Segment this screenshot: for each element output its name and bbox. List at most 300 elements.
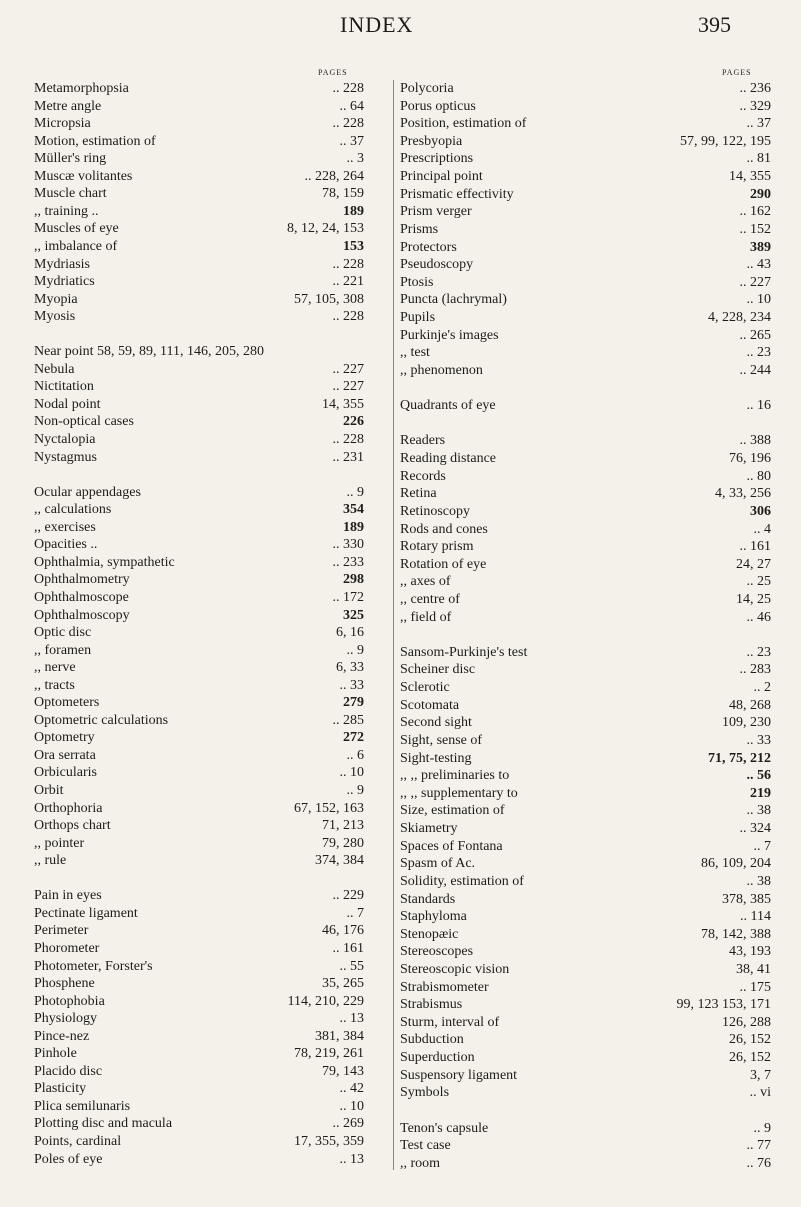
entry-pages: .. 38	[746, 873, 771, 889]
index-entry	[34, 993, 364, 1011]
index-entry	[34, 396, 364, 414]
index-entry	[400, 1120, 771, 1138]
entry-pages: 306	[750, 503, 771, 519]
entry-pages: 78, 219, 261	[294, 1046, 364, 1062]
entry-pages: 17, 355, 359	[294, 1134, 364, 1149]
entry-pages: .. 6	[346, 747, 364, 763]
page-number: 395	[698, 12, 731, 37]
entry-pages: .. 9	[346, 484, 364, 500]
index-entry	[400, 679, 771, 697]
index-entry	[34, 729, 364, 747]
pages-column-label: PAGES	[318, 68, 348, 77]
entry-label: Phorometer	[34, 940, 100, 956]
entry-pages: 374, 384	[315, 853, 364, 869]
entry-label: Symbols	[400, 1085, 450, 1101]
index-entry	[34, 642, 364, 660]
index-entry	[34, 238, 364, 256]
entry-label: Nodal point	[34, 396, 101, 412]
entry-label: Ophthalmoscopy	[34, 607, 130, 623]
entry-pages: 67, 152, 163	[294, 800, 364, 816]
entry-pages: .. 9	[346, 642, 364, 658]
index-entry	[400, 591, 771, 609]
entry-pages: 57, 99, 122, 195	[680, 133, 771, 149]
entry-pages: 14, 355	[322, 396, 364, 412]
index-entry	[400, 556, 771, 574]
entry-label: Pince-nez	[34, 1028, 90, 1044]
entry-label: Tenon's capsule	[400, 1120, 489, 1136]
entry-label: Quadrants of eye	[400, 398, 496, 414]
entry-label: Spasm of Ac.	[400, 856, 476, 872]
entry-pages: 219	[750, 785, 771, 801]
entry-label: Presbyopia	[400, 133, 463, 149]
entry-label: Optometric calculations	[34, 712, 169, 728]
entry-label: Metre angle	[34, 98, 102, 114]
entry-label: Stereoscopic vision	[400, 962, 510, 977]
entry-label: Physiology	[34, 1011, 98, 1027]
entry-pages: .. 221	[332, 274, 364, 290]
entry-label: ,, phenomenon	[400, 362, 483, 378]
entry-label: Optometry	[34, 730, 95, 746]
entry-label: ,, exercises	[34, 519, 96, 535]
entry-label: ,, test	[400, 345, 430, 361]
entry-label: Pseudoscopy	[400, 257, 474, 273]
index-entry	[34, 554, 364, 572]
entry-label: Superduction	[400, 1050, 475, 1066]
index-entry	[34, 782, 364, 800]
index-entry	[400, 732, 771, 750]
index-entry	[400, 785, 771, 803]
index-entry	[34, 150, 364, 168]
entry-pages: .. 2	[753, 680, 771, 696]
entry-pages: 126, 288	[722, 1014, 771, 1030]
index-entry	[34, 484, 364, 502]
index-entry	[34, 220, 364, 238]
entry-pages: 226	[343, 414, 364, 430]
entry-label: Photophobia	[34, 993, 105, 1009]
entry-label: Rotation of eye	[400, 556, 487, 572]
entry-pages: 279	[343, 695, 364, 711]
index-entry	[400, 485, 771, 503]
entry-label: Sight, sense of	[400, 732, 483, 748]
index-entry	[400, 538, 771, 556]
index-entry	[34, 607, 364, 625]
index-entry	[400, 573, 771, 591]
index-entry	[34, 308, 364, 326]
entry-label: Points, cardinal	[34, 1134, 122, 1149]
entry-label: Metamorphopsia	[34, 81, 129, 96]
index-entry	[400, 661, 771, 679]
index-entry	[400, 450, 771, 468]
index-entry	[34, 361, 364, 379]
index-entry	[400, 1137, 771, 1155]
entry-pages: .. 227	[332, 379, 364, 395]
index-entry	[400, 291, 771, 309]
entry-pages: 76, 196	[729, 451, 771, 467]
entry-pages: 354	[343, 502, 364, 518]
entry-label: Perimeter	[34, 923, 89, 939]
entry-pages: .. 46	[746, 609, 771, 625]
index-entry	[400, 979, 771, 997]
entry-pages: 86, 109, 204	[701, 856, 771, 872]
entry-label: ,, foramen	[34, 642, 92, 658]
index-entry	[400, 327, 771, 345]
entry-pages: 272	[343, 730, 364, 746]
entry-label: Ophthalmometry	[34, 572, 130, 588]
entry-pages: .. 229	[332, 888, 364, 904]
entry-pages: .. 23	[746, 644, 771, 660]
index-entry	[400, 1067, 771, 1085]
entry-pages: .. 10	[746, 292, 771, 308]
index-entry	[400, 1155, 771, 1173]
entry-pages: 6, 33	[336, 660, 364, 676]
index-entry	[400, 98, 771, 116]
entry-label: Mydriatics	[34, 274, 95, 290]
entry-pages: 71, 213	[322, 818, 364, 834]
entry-label: Sansom-Purkinje's test	[400, 644, 528, 660]
index-entry	[34, 1133, 364, 1151]
index-entry	[400, 80, 771, 98]
entry-pages: 43, 193	[729, 944, 771, 960]
index-entry	[400, 926, 771, 944]
entry-label: Orbit	[34, 783, 64, 798]
blank-row	[34, 466, 364, 484]
entry-pages: .. 16	[746, 398, 771, 414]
entry-label: Puncta (lachrymal)	[400, 292, 507, 308]
index-entry	[400, 873, 771, 891]
index-entry	[34, 203, 364, 221]
entry-label: Scotomata	[400, 697, 460, 713]
entry-pages: 290	[750, 186, 771, 202]
entry-label: Myopia	[34, 291, 78, 307]
index-entry	[34, 940, 364, 958]
index-entry	[34, 887, 364, 905]
entry-pages: .. 37	[339, 133, 364, 149]
entry-label: Muscles of eye	[34, 221, 119, 237]
index-entry	[400, 256, 771, 274]
index-entry	[400, 503, 771, 521]
entry-pages: .. 269	[332, 1116, 364, 1132]
entry-pages: .. 330	[332, 537, 364, 553]
index-entry	[34, 817, 364, 835]
index-entry	[34, 291, 364, 309]
entry-label: Rotary prism	[400, 539, 474, 555]
index-entry	[400, 1031, 771, 1049]
index-entry	[34, 659, 364, 677]
entry-pages: 325	[343, 607, 364, 623]
entry-pages: .. 25	[746, 574, 771, 590]
entry-label: Plica semilunaris	[34, 1098, 131, 1114]
entry-label: ,, nerve	[34, 660, 76, 676]
entry-label: Principal point	[400, 169, 483, 185]
entry-label: Purkinje's images	[400, 327, 499, 343]
entry-label: Plotting disc and macula	[34, 1116, 173, 1132]
entry-pages: .. 10	[339, 1098, 364, 1114]
index-entry	[34, 677, 364, 695]
entry-label: Prismatic effectivity	[400, 186, 514, 202]
entry-pages: .. 227	[332, 361, 364, 377]
index-entry	[400, 750, 771, 768]
index-entry	[400, 609, 771, 627]
page-header	[0, 12, 801, 42]
entry-label: Orthophoria	[34, 800, 103, 816]
entry-pages: .. 236	[739, 81, 771, 96]
index-entry	[34, 1028, 364, 1046]
index-entry	[400, 908, 771, 926]
index-entry	[34, 536, 364, 554]
entry-pages: .. 3	[346, 151, 364, 167]
entry-pages: .. 42	[339, 1081, 364, 1097]
entry-label: Nystagmus	[34, 449, 97, 465]
entry-pages: .. 233	[332, 554, 364, 570]
entry-label: Optometers	[34, 695, 100, 711]
entry-pages: .. 283	[739, 662, 771, 678]
entry-label: Ophthalmoscope	[34, 589, 129, 605]
index-entry	[34, 98, 364, 116]
index-entry	[34, 501, 364, 519]
index-entry	[400, 838, 771, 856]
entry-label: Stenopæic	[400, 926, 459, 942]
entry-pages: .. 80	[746, 468, 771, 484]
index-entry	[34, 571, 364, 589]
entry-pages: .. 324	[739, 821, 771, 837]
entry-label: ,, pointer	[34, 835, 85, 851]
entry-label: ,, rule	[34, 853, 67, 869]
entry-label: Non-optical cases	[34, 414, 134, 430]
index-entry	[400, 891, 771, 909]
entry-pages: .. 9	[753, 1120, 771, 1136]
entry-pages: 4, 33, 256	[715, 486, 771, 502]
index-entry	[34, 1010, 364, 1028]
entry-label: Records	[400, 468, 446, 484]
entry-pages: 298	[343, 572, 364, 588]
blank-row	[400, 1102, 771, 1120]
index-entry	[400, 996, 771, 1014]
index-entry	[34, 1080, 364, 1098]
entry-pages: 14, 25	[736, 591, 771, 607]
index-entry	[34, 922, 364, 940]
pages-column-label: PAGES	[722, 68, 752, 77]
entry-pages: .. 38	[746, 803, 771, 819]
entry-pages: .. 244	[739, 362, 771, 378]
entry-label: Reading distance	[400, 451, 497, 467]
entry-pages: .. 161	[332, 940, 364, 956]
entry-label: ,, axes of	[400, 574, 451, 590]
entry-pages: 46, 176	[322, 923, 364, 939]
entry-pages: 48, 268	[729, 697, 771, 713]
entry-label: Orthops chart	[34, 818, 111, 834]
entry-pages: 6, 16	[336, 625, 364, 641]
index-entry	[400, 133, 771, 151]
entry-pages: .. 7	[753, 838, 771, 854]
index-entry	[400, 943, 771, 961]
entry-pages: .. 162	[739, 204, 771, 220]
index-entry	[34, 413, 364, 431]
entry-pages: .. 4	[753, 521, 771, 537]
entry-pages: 26, 152	[729, 1050, 771, 1066]
entry-label: Pain in eyes	[34, 888, 102, 904]
index-entry	[400, 802, 771, 820]
entry-label: Polycoria	[400, 81, 454, 96]
entry-label: Orbicularis	[34, 765, 97, 781]
index-entry	[400, 1084, 771, 1102]
index-entry	[400, 697, 771, 715]
entry-label: Position, estimation of	[400, 116, 527, 132]
entry-pages: .. 231	[332, 449, 364, 465]
entry-label: Müller's ring	[34, 151, 107, 167]
entry-pages: 78, 142, 388	[701, 926, 771, 942]
entry-pages: 189	[343, 203, 364, 219]
entry-pages: .. 228	[332, 116, 364, 132]
entry-label: ,, training ..	[34, 203, 99, 219]
entry-pages: .. 33	[339, 677, 364, 693]
index-entry	[400, 150, 771, 168]
blank-row	[34, 326, 364, 344]
entry-pages: .. 77	[746, 1138, 771, 1154]
index-entry	[400, 397, 771, 415]
index-entry	[400, 644, 771, 662]
entry-label: Ora serrata	[34, 747, 96, 763]
index-entry	[400, 221, 771, 239]
entry-label: Scheiner disc	[400, 662, 476, 678]
entry-pages: 78, 159	[322, 186, 364, 202]
index-entry	[34, 589, 364, 607]
entry-label: Nyctalopia	[34, 432, 96, 447]
entry-label: Test case	[400, 1138, 451, 1154]
entry-pages: .. vi	[749, 1085, 771, 1101]
entry-label: Placido disc	[34, 1063, 103, 1079]
entry-label: Stereoscopes	[400, 944, 474, 960]
entry-label: Mydriasis	[34, 256, 90, 272]
entry-label: Strabismus	[400, 997, 463, 1013]
entry-label: Protectors	[400, 239, 457, 255]
entry-label: Nictitation	[34, 379, 94, 395]
index-entry	[34, 378, 364, 396]
entry-pages: .. 227	[739, 274, 771, 290]
blank-row	[34, 870, 364, 888]
index-entry	[34, 1115, 364, 1133]
entry-pages: .. 228	[332, 81, 364, 96]
index-entry	[400, 115, 771, 133]
index-entry	[34, 975, 364, 993]
entry-pages: 389	[750, 239, 771, 255]
entry-pages: .. 285	[332, 712, 364, 728]
entry-pages: .. 13	[339, 1011, 364, 1027]
entry-label: Sight-testing	[400, 750, 472, 766]
entry-pages: 381, 384	[315, 1028, 364, 1044]
index-entry	[400, 362, 771, 380]
entry-label: Spaces of Fontana	[400, 838, 503, 854]
entry-pages: .. 64	[339, 98, 364, 114]
index-entry	[34, 273, 364, 291]
index-entry	[400, 1014, 771, 1032]
entry-label: Readers	[400, 433, 446, 449]
entry-label: Optic disc	[34, 625, 92, 641]
entry-pages: 24, 27	[736, 556, 771, 572]
entry-label: ,, field of	[400, 609, 452, 625]
entry-pages: .. 329	[739, 98, 771, 114]
index-entry	[34, 1151, 364, 1169]
entry-pages: .. 13	[339, 1151, 364, 1167]
entry-label: Subduction	[400, 1032, 464, 1048]
entry-label: Photometer, Forster's	[34, 958, 153, 974]
entry-pages: 4, 228, 234	[708, 310, 771, 326]
index-entry	[34, 905, 364, 923]
blank-row	[400, 380, 771, 398]
entry-label: Myosis	[34, 309, 76, 325]
entry-label: ,, calculations	[34, 502, 112, 518]
entry-pages: .. 265	[739, 327, 771, 343]
index-entry	[34, 256, 364, 274]
entry-label: Micropsia	[34, 116, 91, 132]
entry-label: Muscle chart	[34, 186, 107, 202]
index-entry	[400, 1049, 771, 1067]
blank-row	[400, 626, 771, 644]
entry-pages: 26, 152	[729, 1032, 771, 1048]
entry-label: Staphyloma	[400, 909, 467, 925]
entry-label: Prisms	[400, 221, 439, 237]
index-entry	[400, 203, 771, 221]
entry-label: Retina	[400, 486, 437, 502]
index-entry	[34, 764, 364, 782]
entry-pages: .. 43	[746, 257, 771, 273]
entry-pages: .. 37	[746, 116, 771, 132]
entry-pages: .. 81	[746, 151, 771, 167]
entry-label: Prescriptions	[400, 151, 474, 167]
entry-pages: 14, 355	[729, 169, 771, 185]
entry-label: Nebula	[34, 361, 75, 377]
entry-label: ,, room	[400, 1155, 441, 1171]
entry-pages: .. 228, 264	[304, 168, 364, 184]
entry-label: Suspensory ligament	[400, 1067, 518, 1083]
index-entry	[34, 168, 364, 186]
entry-label: Second sight	[400, 715, 472, 731]
entry-pages: 189	[343, 519, 364, 535]
column-divider	[393, 80, 394, 1170]
index-entry	[34, 449, 364, 467]
index-entry	[400, 855, 771, 873]
entry-pages: 109, 230	[722, 715, 771, 731]
entry-label: Retinoscopy	[400, 503, 470, 519]
index-entry	[34, 694, 364, 712]
entry-pages: .. 152	[739, 221, 771, 237]
index-entry	[34, 80, 364, 98]
index-entry	[400, 168, 771, 186]
entry-label: ,, centre of	[400, 591, 460, 607]
entry-label: Ptosis	[400, 274, 434, 290]
entry-pages: .. 10	[339, 765, 364, 781]
entry-label: Skiametry	[400, 821, 458, 837]
index-entry	[400, 820, 771, 838]
index-entry	[34, 343, 364, 361]
entry-label: Motion, estimation of	[34, 133, 156, 149]
index-entry	[400, 309, 771, 327]
entry-pages: .. 175	[739, 979, 771, 995]
page-title: INDEX	[340, 12, 414, 37]
entry-pages: 79, 280	[322, 835, 364, 851]
entry-label: Prism verger	[400, 204, 472, 220]
entry-label: Plasticity	[34, 1081, 87, 1097]
index-entry	[34, 1063, 364, 1081]
entry-pages: 57, 105, 308	[294, 291, 364, 307]
entry-label: Opacities ..	[34, 537, 98, 553]
index-entry	[34, 133, 364, 151]
index-entry	[34, 431, 364, 449]
index-entry	[34, 852, 364, 870]
entry-pages: 38, 41	[736, 962, 771, 977]
entry-label: Solidity, estimation of	[400, 873, 524, 889]
index-entry	[400, 432, 771, 450]
entry-label: Poles of eye	[34, 1151, 103, 1167]
